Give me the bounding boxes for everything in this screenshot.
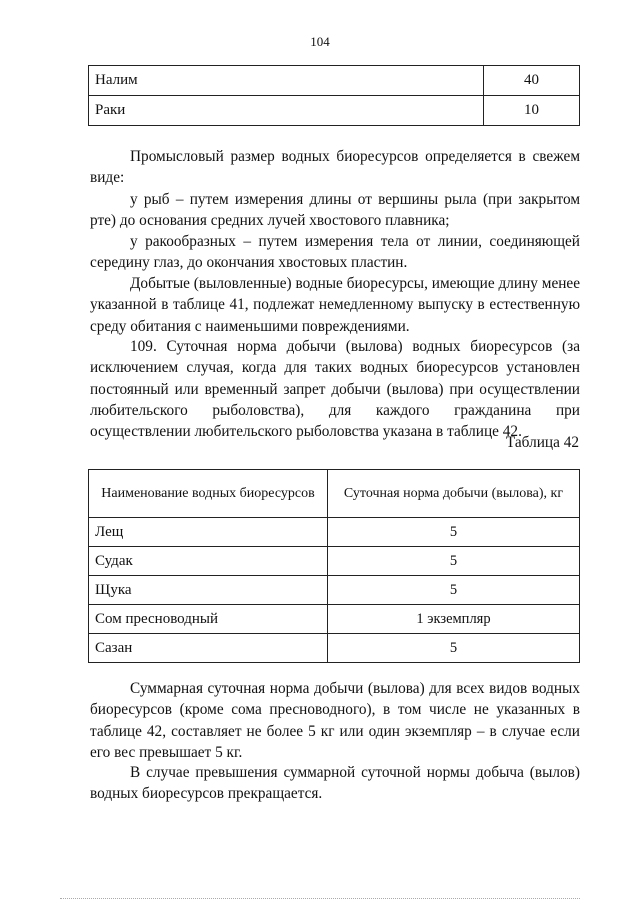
species-name: Лещ xyxy=(89,518,328,547)
column-header-norm: Суточная норма добычи (вылова), кг xyxy=(328,470,580,518)
species-name: Налим xyxy=(89,66,484,96)
top-table xyxy=(88,65,580,126)
paragraph-excess: В случае превышения суммарной суточной нормы добыча (вылов) водных биоресурсов прекращается. xyxy=(90,764,580,803)
species-value: 40 xyxy=(484,66,580,96)
species-name: Сазан xyxy=(89,634,328,663)
page-number: 104 xyxy=(310,34,330,49)
table-row xyxy=(89,605,580,634)
table-row xyxy=(89,576,580,605)
paragraph-109: 109. Суточная норма добычи (вылова) водных биоресурсов (за исключением случая, когда для таких водных биоресурсов установлен постоянный или временный запрет добычи (вылова) при осуществлении любительского рыболовства), для каждого гражданина при осуществлении любительского рыболовства указана в таблице 42. xyxy=(90,338,580,441)
species-name: Раки xyxy=(89,96,484,126)
species-name: Щука xyxy=(89,576,328,605)
page-bottom-edge xyxy=(60,898,580,899)
table-row xyxy=(89,634,580,663)
table-header-row xyxy=(89,470,580,518)
daily-norm: 5 xyxy=(328,547,580,576)
daily-norm: 5 xyxy=(328,576,580,605)
table-row xyxy=(89,547,580,576)
paragraph-total-norm: Суммарная суточная норма добычи (вылова) для всех видов водных биоресурсов (кроме сома пресноводного), в том числе не указанных в таблице 42, составляет не более 5 кг или один экземпляр – в случае если его вес превышает 5 кг. xyxy=(90,680,580,761)
species-value: 10 xyxy=(484,96,580,126)
table-caption: Таблица 42 xyxy=(505,434,579,451)
column-header-name: Наименование водных биоресурсов xyxy=(89,470,328,518)
daily-norm: 5 xyxy=(328,518,580,547)
paragraph-fish: у рыб – путем измерения длины от вершины рыла (при закрытом рте) до основания средних лучей хвостового плавника; xyxy=(90,191,580,230)
paragraph-crustaceans: у ракообразных – путем измерения тела от линии, соединяющей середину глаз, до окончания хвостовых пластин. xyxy=(90,233,580,272)
table-row xyxy=(89,96,580,126)
daily-norm: 5 xyxy=(328,634,580,663)
species-name: Сом пресноводный xyxy=(89,605,328,634)
paragraph-commercial-size: Промысловый размер водных биоресурсов определяется в свежем виде: xyxy=(90,148,580,187)
table-42 xyxy=(88,469,580,663)
paragraph-release: Добытые (выловленные) водные биоресурсы, имеющие длину менее указанной в таблице 41, подлежат немедленному выпуску в естественную среду обитания с наименьшими повреждениями. xyxy=(90,275,580,335)
species-name: Судак xyxy=(89,547,328,576)
table-row xyxy=(89,66,580,96)
daily-norm: 1 экземпляр xyxy=(328,605,580,634)
table-row xyxy=(89,518,580,547)
